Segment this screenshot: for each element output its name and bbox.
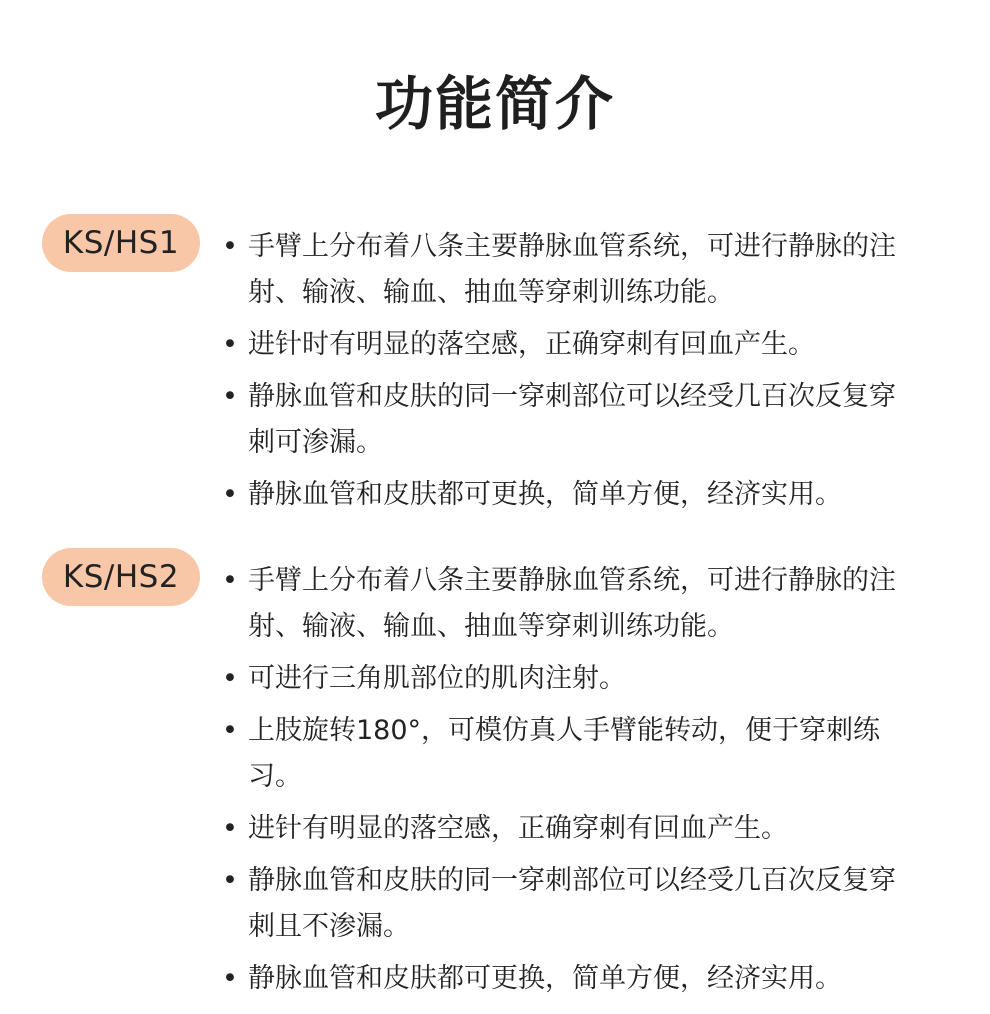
feature-list-ks-hs1 <box>222 224 922 524</box>
feature-text: 手臂上分布着八条主要静脉血管系统，可进行静脉的注射、输液、输血、抽血等穿刺训练功能。 <box>248 565 896 642</box>
feature-list-ks-hs2 <box>222 558 922 1008</box>
bullet-icon: • <box>222 231 238 262</box>
feature-text: 可进行三角肌部位的肌肉注射。 <box>248 663 626 694</box>
bullet-icon: • <box>222 381 238 412</box>
model-badge-ks-hs1: KS/HS1 <box>42 214 200 272</box>
bullet-icon: • <box>222 565 238 596</box>
feature-text: 上肢旋转180°，可模仿真人手臂能转动，便于穿刺练习。 <box>248 715 881 792</box>
list-item <box>222 374 922 466</box>
feature-text: 静脉血管和皮肤都可更换，简单方便，经济实用。 <box>248 963 842 994</box>
feature-text: 进针有明显的落空感，正确穿刺有回血产生。 <box>248 813 788 844</box>
list-item <box>222 224 922 316</box>
bullet-icon: • <box>222 663 238 694</box>
bullet-icon: • <box>222 865 238 896</box>
feature-text: 静脉血管和皮肤都可更换，简单方便，经济实用。 <box>248 479 842 510</box>
list-item <box>222 656 922 702</box>
bullet-icon: • <box>222 963 238 994</box>
list-item <box>222 322 922 368</box>
bullet-icon: • <box>222 813 238 844</box>
model-badge-ks-hs2: KS/HS2 <box>42 548 200 606</box>
list-item <box>222 806 922 852</box>
list-item <box>222 558 922 650</box>
feature-text: 进针时有明显的落空感，正确穿刺有回血产生。 <box>248 329 815 360</box>
list-item <box>222 858 922 950</box>
feature-text: 静脉血管和皮肤的同一穿刺部位可以经受几百次反复穿刺且不渗漏。 <box>248 865 896 942</box>
list-item <box>222 708 922 800</box>
feature-text: 静脉血管和皮肤的同一穿刺部位可以经受几百次反复穿刺可渗漏。 <box>248 381 896 458</box>
bullet-icon: • <box>222 479 238 510</box>
bullet-icon: • <box>222 715 238 746</box>
list-item <box>222 956 922 1002</box>
list-item <box>222 472 922 518</box>
feature-text: 手臂上分布着八条主要静脉血管系统，可进行静脉的注射、输液、输血、抽血等穿刺训练功能。 <box>248 231 896 308</box>
bullet-icon: • <box>222 329 238 360</box>
page-title: 功能简介 <box>374 70 615 138</box>
